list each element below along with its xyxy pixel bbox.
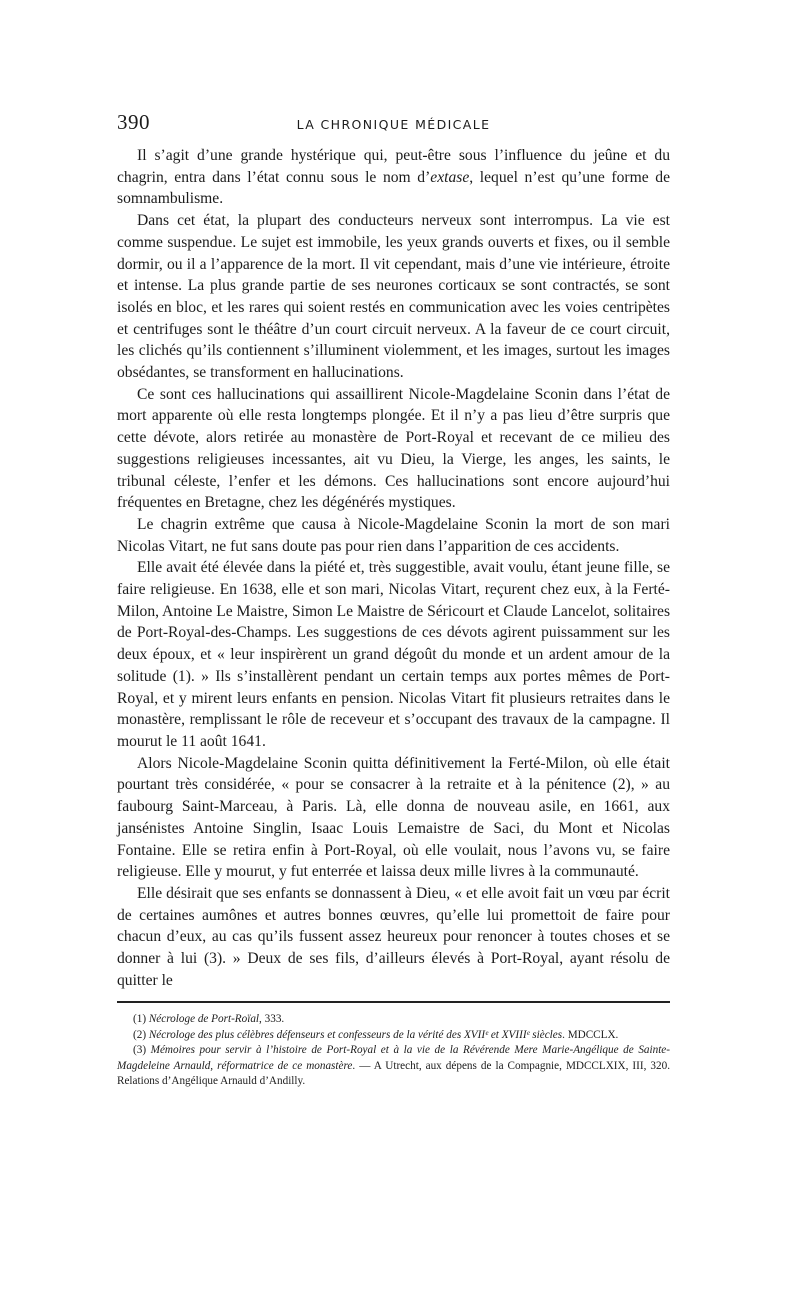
paragraph: Dans cet état, la plupart des conducteurs nerveux sont interrompus. La vie est comme suspendue. Le sujet est immobile, les yeux grands ouverts et fixes, ou il semble dormir, ou il a l’apparence de la mort. Il vit cependant, mais d’une vie intérieure, étroite et intense. La plus grande partie de ses neurones corticaux se sont contractés, se sont isolés en bloc, et les rares qui soient restés en communication avec les voies centripètes et centrifuges sont le théâtre d’un court circuit nerveux. A la faveur de ce court circuit, les clichés qu’ils contiennent s’illuminent violemment, et les images, surtout les images obsédantes, se transforment en hallucinations. (117, 212, 670, 382)
emphasis: extase (430, 168, 470, 186)
footnote: (3) Mémoires pour servir à l’histoire de Port-Royal et à la vie de la Révérende Mere Marie-Angélique de Sainte-Magdeleine Arnauld, réformatrice de ce monastère. — A Utrecht, aux dépens de la Compagnie, MDCCLXIX, III, 320. Relations d’Angélique Arnauld d’Andilly. (117, 1044, 671, 1088)
page-number: 390 (117, 110, 150, 134)
paragraph: Elle avait été élevée dans la piété et, très suggestible, avait voulu, étant jeune fille, se faire religieuse. En 1638, elle et son mari, Nicolas Vitart, reçurent chez eux, à la Ferté-Milon, Antoine Le Maistre, Simon Le Maistre de Séricourt et Claude Lancelot, solitaires de Port-Royal-des-Champs. Les suggestions de ces dévots agirent puissamment sur les deux époux, et « leur inspirèrent un grand dégoût du monde et un ardent amour de la solitude (1). » Ils s’installèrent pendant un certain temps aux portes mêmes de Port-Royal, et y mirent leurs enfants en pension. Nicolas Vitart fit plusieurs retraites dans le monastère, remplissant le rôle de receveur et s’occupant des travaux de la campagne. Il mourut le 11 août 1641. (117, 559, 671, 750)
footnote: (2) Nécrologe des plus célèbres défenseurs et confesseurs de la vérité des XVIIᵉ et XVIIIᵉ siècles. MDCCLX. (133, 1028, 619, 1041)
document-page (117, 108, 670, 1090)
page-header (117, 108, 670, 136)
paragraph: Elle désirait que ses enfants se donnassent à Dieu, « et elle avoit fait un vœu par écrit de certaines aumônes et autres bonnes œuvres, qu’elle lui promettoit de faire pour chacun d’eux, au cas qu’ils fussent assez heureux pour renoncer à toutes choses et se donner à lui (3). » Deux de ses fils, d’ailleurs élevés à Port-Royal, ayant résolu de quitter le (117, 884, 670, 989)
footnotes (117, 1012, 670, 1090)
footnote: (1) Nécrologe de Port-Roïal, 333. (133, 1012, 285, 1025)
body-text (117, 145, 670, 991)
running-title: LA CHRONIQUE MÉDICALE (296, 117, 491, 132)
footnote-divider (117, 1001, 670, 1003)
paragraph: Alors Nicole-Magdelaine Sconin quitta définitivement la Ferté-Milon, où elle était pourtant très considérée, « pour se consacrer à la retraite et à la pénitence (2), » au faubourg Saint-Marceau, à Paris. Là, elle donna de nouveau asile, en 1661, aux jansénistes Antoine Singlin, Isaac Louis Lemaistre de Saci, du Mont et Nicolas Fontaine. Elle se retira enfin à Port-Royal, où elle voulait, nous l’avons vu, se faire religieuse. Elle y mourut, y fut enterrée et laissa deux mille livres à la communauté. (117, 754, 670, 881)
paragraph: Le chagrin extrême que causa à Nicole-Magdelaine Sconin la mort de son mari Nicolas Vitart, ne fut sans doute pas pour rien dans l’apparition de ces accidents. (117, 515, 670, 555)
paragraph: Ce sont ces hallucinations qui assaillirent Nicole-Magdelaine Sconin dans l’état de mort apparente où elle resta longtemps plongée. Et il n’y a pas lieu d’être surpris que cette dévote, alors retirée au monastère de Port-Royal et recevant de ce milieu des suggestions religieuses incessantes, ait vu Dieu, la Vierge, les anges, les saints, le tribunal céleste, l’enfer et les démons. Ces hallucinations sont encore aujourd’hui fréquentes en Bretagne, chez les dégénérés mystiques. (117, 385, 670, 512)
paragraph: Il s’agit d’une grande hystérique qui, peut-être sous l’influence du jeûne et du chagrin, entra dans l’état connu sous le nom d’extase, lequel n’est qu’une forme de somnambulisme. (117, 147, 670, 208)
